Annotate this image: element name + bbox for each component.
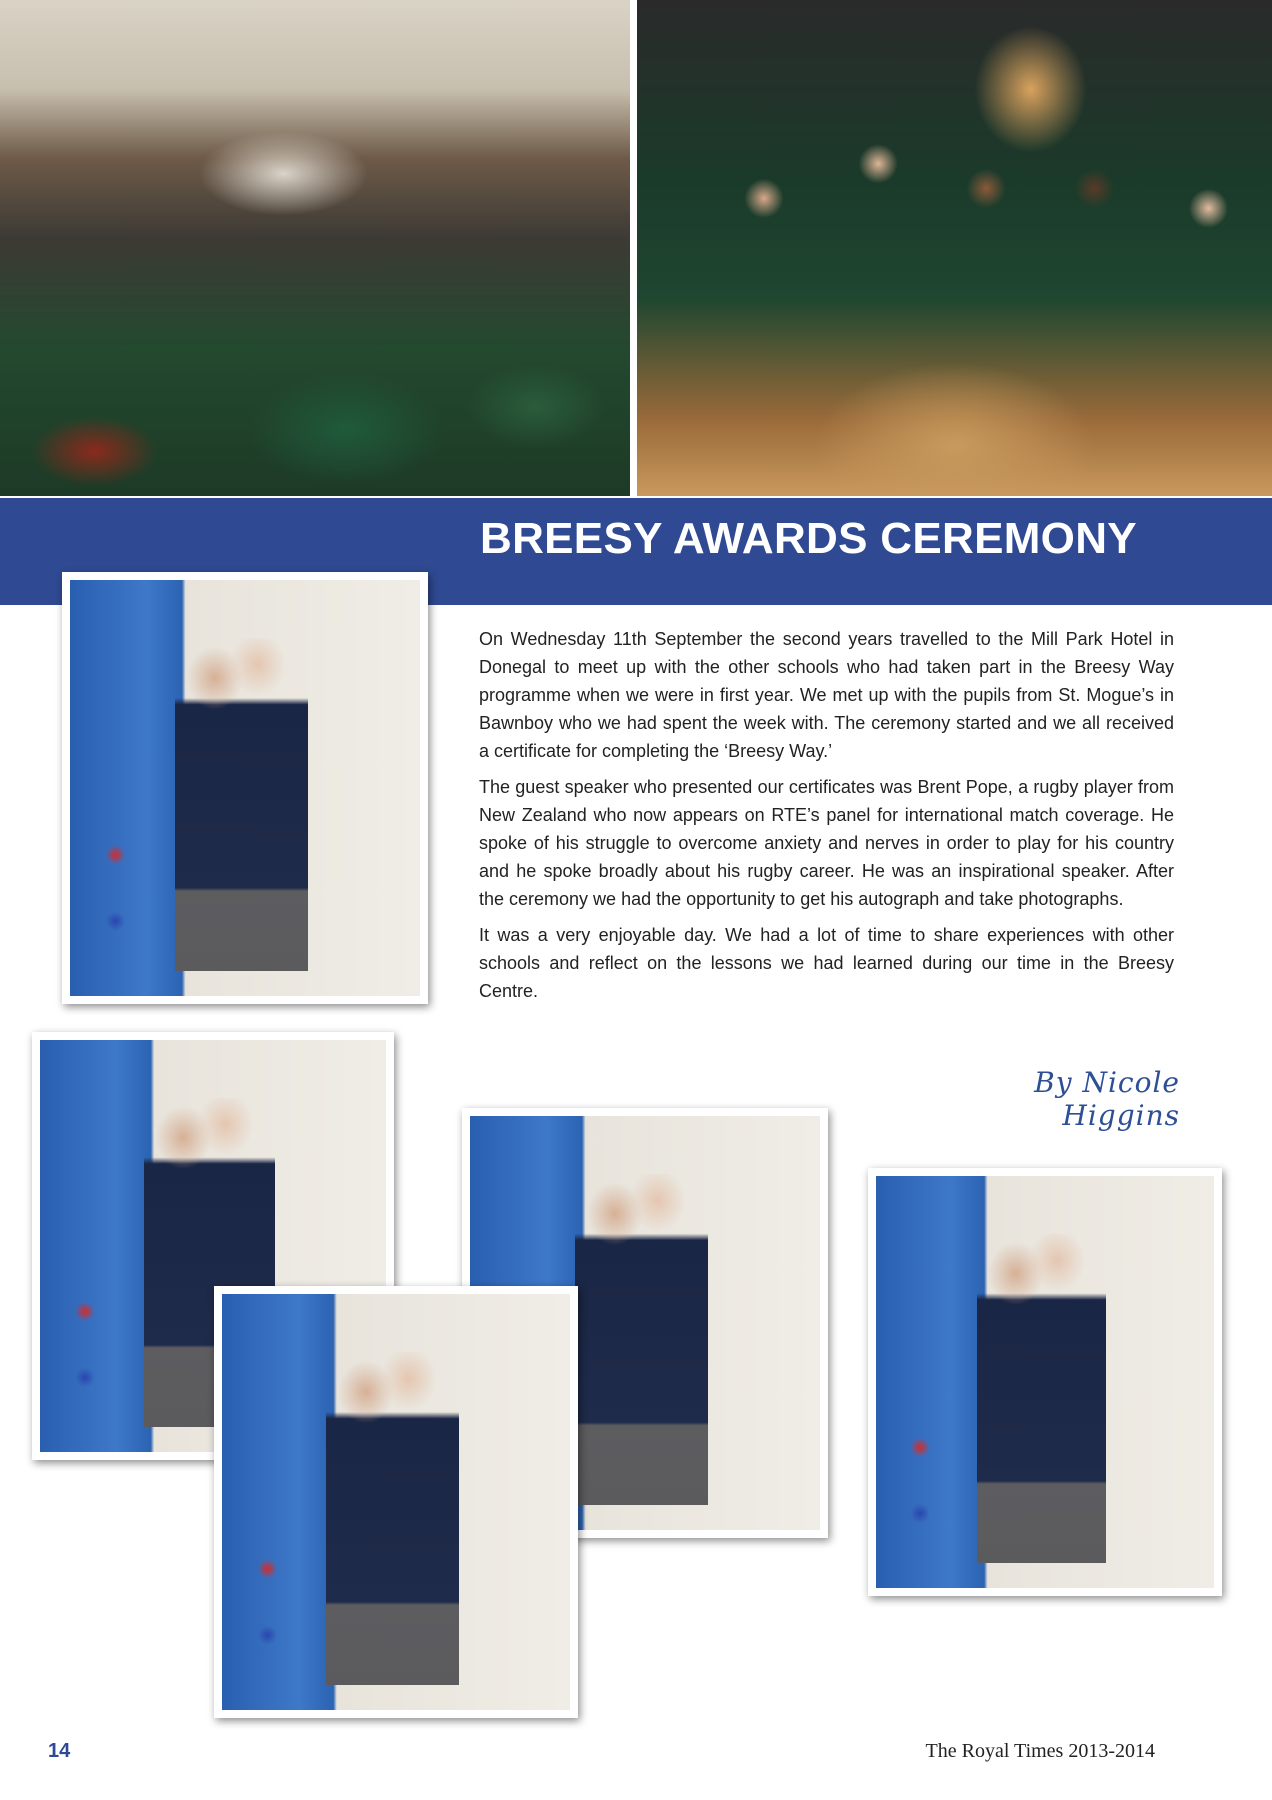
article-paragraph: It was a very enjoyable day. We had a lot of time to share experiences with other schools and reflect on the lessons we had learned during our time in the Breesy Centre.	[479, 925, 1174, 1001]
article-paragraph: The guest speaker who presented our certificates was Brent Pope, a rugby player from New Zealand who now appears on RTE’s panel for international match coverage. He spoke of his struggle to overcome anxiety and nerves in order to play for his country and he spoke broadly about his rugby career. He was an inspirational speaker. After the ceremony we had the opportunity to get his autograph and take photographs.	[479, 777, 1174, 909]
article-paragraph: On Wednesday 11th September the second years travelled to the Mill Park Hotel in Donegal to meet up with the other schools who had taken part in the Breesy Way programme when we were in first year. We met up with the pupils from St. Mogue’s in Bawnboy who we had spent the week with. The ceremony started and we all received a certificate for completing the ‘Breesy Way.’	[479, 629, 1174, 761]
photo-certificate-presentation-1	[62, 572, 428, 1004]
page-number: 14	[48, 1740, 71, 1762]
article-body	[479, 625, 1174, 1013]
photo-certificate-presentation-5	[214, 1286, 578, 1718]
photo-students-kneeling	[637, 0, 1272, 496]
article-title: BREESY AWARDS CEREMONY	[480, 514, 1137, 563]
author-byline: By Nicole Higgins	[1034, 1066, 1180, 1132]
photo-audience-seated	[0, 0, 630, 496]
photo-certificate-presentation-4	[868, 1168, 1222, 1596]
publication-name: The Royal Times 2013-2014	[925, 1740, 1155, 1762]
